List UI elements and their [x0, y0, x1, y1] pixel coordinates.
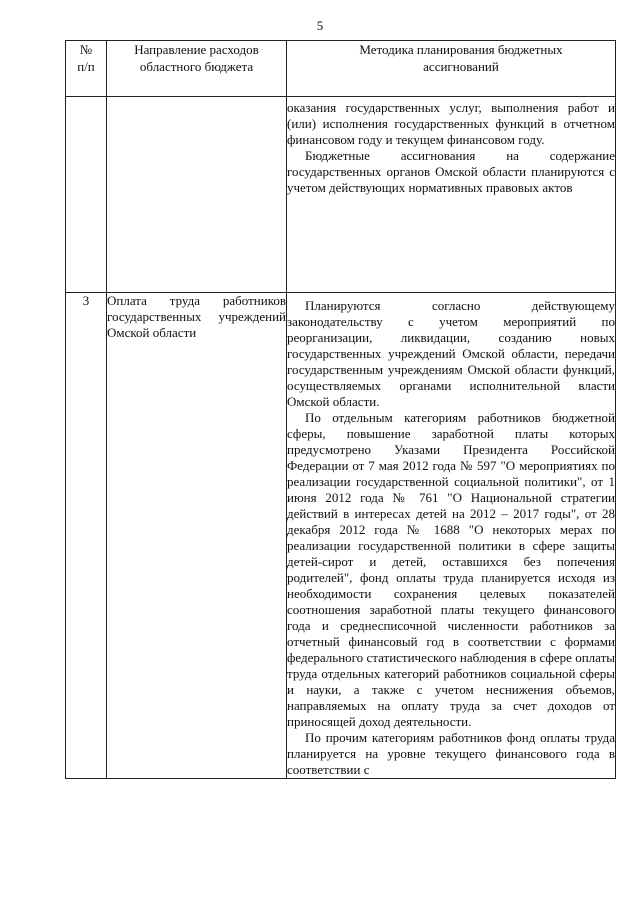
- method-paragraph: Бюджетные ассигнования на содержание государственных органов Омской области планируются с учетом действующих нормативных правовых актов: [287, 148, 615, 195]
- method-paragraph: оказания государственных услуг, выполнения работ и (или) исполнения государственных функций в отчетном финансовом году и текущем финансовом году.: [287, 100, 615, 147]
- table-row: [66, 293, 616, 779]
- row-number: [66, 97, 107, 293]
- header-number: № п/п: [66, 41, 107, 97]
- row-method: [287, 293, 616, 779]
- method-paragraph: Планируются согласно действующему законодательству с учетом мероприятий по реорганизации, ликвидации, созданию новых государственных учреждений Омской области, передачи государственным учреждениям Омской области функций, осуществляемых органами исполнительной власти Омской области.: [287, 298, 615, 409]
- header-method: Методика планирования бюджетных ассигнований: [287, 41, 616, 97]
- header-direction: Направление расходов областного бюджета: [107, 41, 287, 97]
- row-number: 3: [66, 293, 107, 779]
- row-method: [287, 97, 616, 293]
- row-direction: Оплата труда работников государственных учреждений Омской области: [107, 293, 287, 779]
- row-direction: [107, 97, 287, 293]
- method-paragraph: По прочим категориям работников фонд оплаты труда планируется на уровне текущего финансового года в соответствии с: [287, 730, 615, 777]
- table-header-row: [66, 41, 616, 97]
- method-paragraph: По отдельным категориям работников бюджетной сферы, повышение заработной платы которых предусмотрено Указами Президента Российской Федерации от 7 мая 2012 года № 597 "О мероприятиях по реализации государственной социальной политики", от 1 июня 2012 года № 761 "О Национальной стратегии действий в интересах детей на 2012 – 2017 годы", от 28 декабря 2012 года № 1688 "О некоторых мерах по реализации государственной политики в сфере защиты детей-сирот и детей, оставшихся без попечения родителей", фонд оплаты труда планируется исходя из необходимости сохранения целевых показателей соотношения заработной платы текущего финансового года и среднесписочной численности работников за отчетный финансовый год в соответствии с формами федерального статистического наблюдения в сфере оплаты труда отдельных категорий работников социальной сферы и науки, а также с учетом неснижения объемов, направляемых на оплату труда за счет доходов от приносящей доход деятельности.: [287, 410, 615, 729]
- budget-methodology-table: [65, 40, 616, 779]
- page-number: 5: [316, 18, 324, 33]
- table-row: [66, 97, 616, 293]
